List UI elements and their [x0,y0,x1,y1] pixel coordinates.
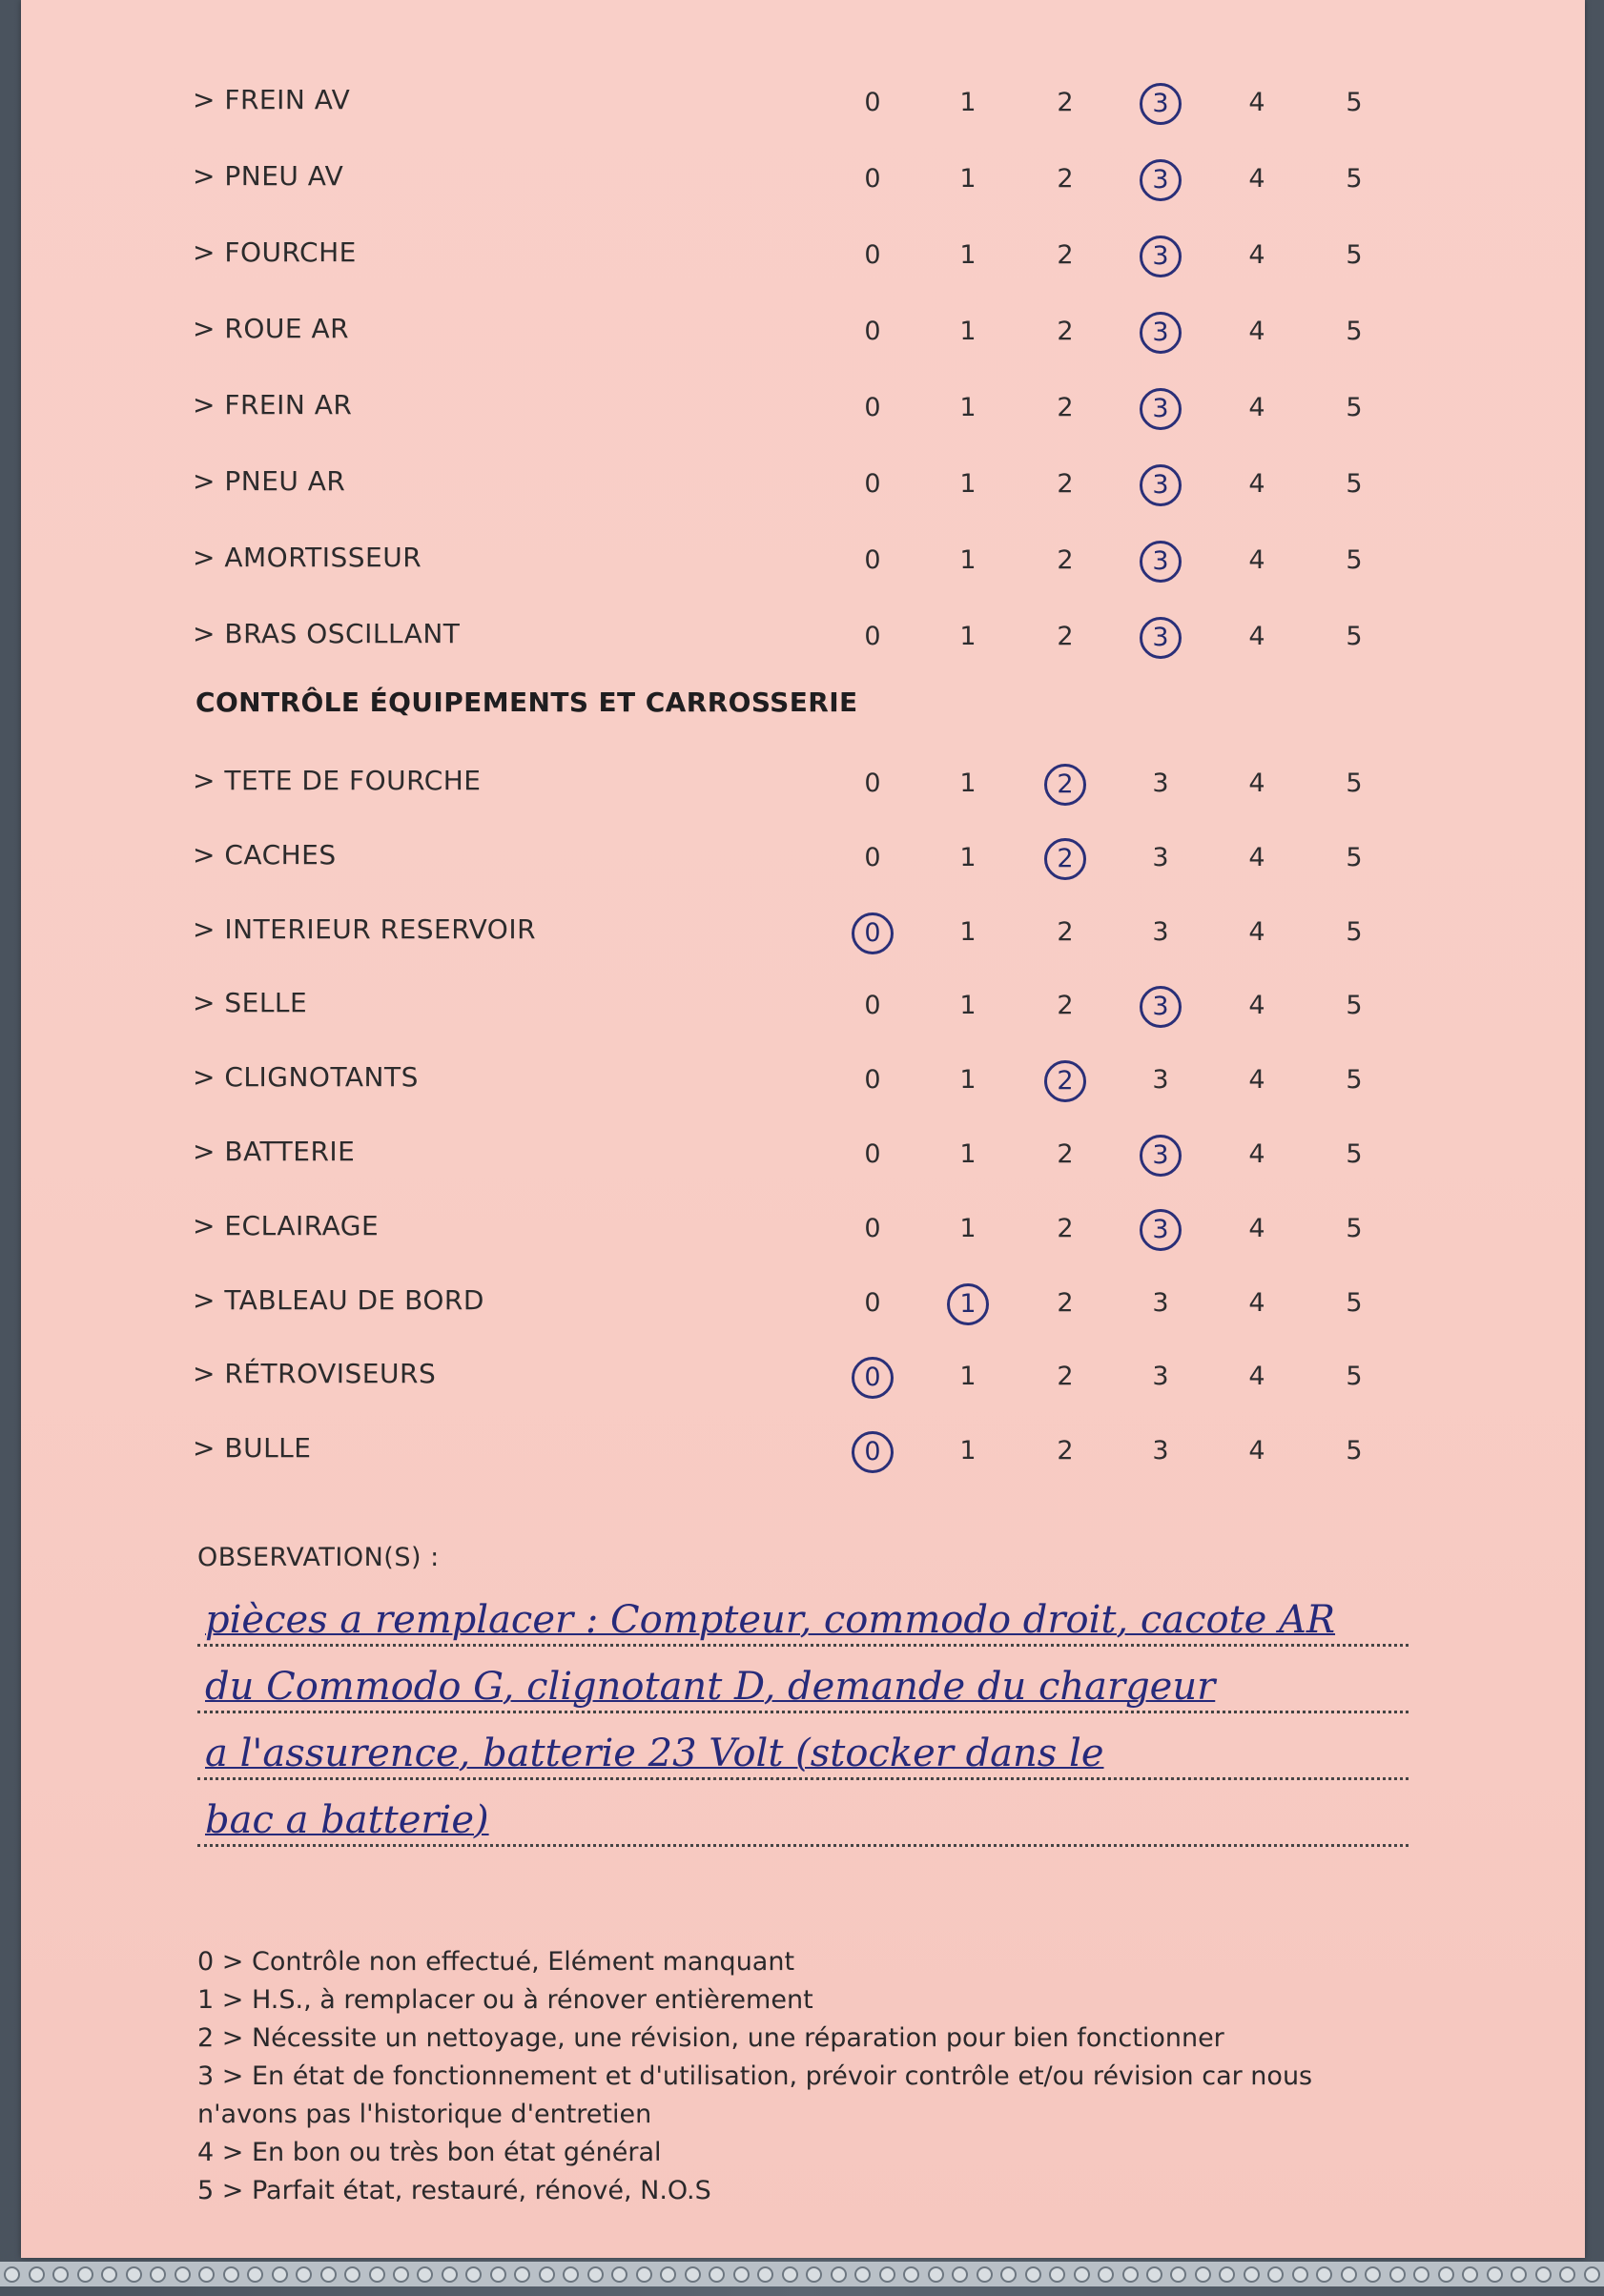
inspection-row [21,1200,1585,1248]
legend-item: 2 > Nécessite un nettoyage, une révision, une réparation pour bien fonctionner [197,2023,1224,2053]
score-option[interactable]: 2 [1057,240,1074,270]
punch-hole [1267,2266,1284,2283]
punch-hole [272,2266,288,2283]
handwritten-note: bac a batterie) [205,1798,489,1842]
punch-hole [1049,2266,1065,2283]
score-option[interactable]: 4 [1248,469,1265,499]
row-label: > PNEU AR [193,465,346,497]
inspection-row [21,1126,1585,1174]
observation-line [197,1583,1409,1647]
punch-hole [1559,2266,1575,2283]
score-option[interactable]: 1 [959,842,977,872]
row-label: > BATTERIE [193,1136,356,1167]
score-option[interactable]: 0 [864,1065,881,1096]
punch-hole [1292,2266,1308,2283]
row-label: > CACHES [193,838,337,871]
sleeve-punch-holes [0,2262,1604,2286]
score-option[interactable]: 4 [1248,164,1265,194]
punch-hole [611,2266,627,2283]
row-label: > AMORTISSEUR [193,542,422,573]
score-option[interactable]: 1 [959,622,977,651]
punch-hole [344,2266,360,2283]
inspection-row [21,151,1585,198]
row-label: > FOURCHE [193,236,357,268]
punch-hole [223,2266,239,2283]
punch-hole [1413,2266,1429,2283]
punch-hole [831,2266,847,2283]
punch-hole [1000,2266,1017,2283]
score-option[interactable]: 2 [1057,469,1074,499]
inspection-row [21,1348,1585,1396]
score-option[interactable]: 4 [1248,1213,1265,1243]
inspection-row [21,608,1585,656]
score-option[interactable]: 0 [864,769,881,798]
punch-hole [417,2266,433,2283]
legend-item: 0 > Contrôle non effectué, Elément manquant [197,1947,795,1977]
score-option[interactable]: 5 [1346,469,1363,499]
punch-hole [685,2266,701,2283]
score-option[interactable]: 0 [864,317,881,346]
punch-hole [660,2266,676,2283]
row-label: > RÉTROVISEURS [193,1358,437,1390]
score-option[interactable]: 4 [1248,393,1265,422]
row-label: > ROUE AR [193,313,350,344]
score-option[interactable]: 1 [959,164,977,194]
score-option[interactable]: 5 [1346,916,1363,947]
punch-hole [1365,2266,1381,2283]
score-option[interactable]: 0 [864,991,881,1021]
punch-hole [1487,2266,1503,2283]
score-option[interactable]: 5 [1346,991,1363,1021]
punch-hole [1244,2266,1260,2283]
score-option[interactable]: 1 [959,1436,977,1466]
score-option[interactable]: 2 [1057,393,1074,422]
score-option[interactable]: 4 [1248,240,1265,270]
score-option[interactable]: 1 [959,545,977,575]
score-option[interactable]: 1 [959,240,977,270]
score-option[interactable]: 2 [1057,916,1074,947]
inspection-row [21,379,1585,427]
score-option[interactable]: 5 [1346,1139,1363,1169]
punch-hole [1025,2266,1041,2283]
inspection-row [21,1423,1585,1470]
score-option[interactable]: 4 [1248,545,1265,575]
score-option[interactable]: 3 [1152,1436,1169,1466]
score-option[interactable]: 5 [1346,240,1363,270]
score-option[interactable]: 0 [864,469,881,499]
inspection-row [21,303,1585,351]
legend-item: 4 > En bon ou très bon état général [197,2138,662,2167]
punch-hole [77,2266,93,2283]
score-option[interactable]: 1 [959,1213,977,1243]
score-option[interactable]: 4 [1248,1139,1265,1169]
punch-hole [854,2266,871,2283]
punch-hole [977,2266,993,2283]
score-option[interactable]: 0 [864,393,881,422]
score-option[interactable]: 2 [1057,88,1074,117]
score-option[interactable]: 5 [1346,545,1363,575]
observation-line [197,1650,1409,1713]
handwritten-note: du Commodo G, clignotant D, demande du chargeur [205,1665,1216,1709]
inspection-row [21,977,1585,1025]
punch-hole [636,2266,652,2283]
score-selected[interactable]: 3 [1140,617,1182,659]
score-selected[interactable]: 0 [852,1357,894,1399]
score-option[interactable]: 5 [1346,1362,1363,1392]
score-option[interactable]: 5 [1346,1065,1363,1096]
score-option[interactable]: 3 [1152,769,1169,798]
score-option[interactable]: 4 [1248,1065,1265,1096]
score-option[interactable]: 2 [1057,1436,1074,1466]
punch-hole [733,2266,750,2283]
row-label: > BRAS OSCILLANT [193,618,461,649]
punch-hole [587,2266,604,2283]
score-option[interactable]: 4 [1248,991,1265,1021]
score-option[interactable]: 5 [1346,1287,1363,1318]
inspection-row [21,755,1585,803]
score-option[interactable]: 0 [864,622,881,651]
handwritten-note: pièces a remplacer : Compteur, commodo droit, cacote AR [205,1598,1336,1642]
score-option[interactable]: 2 [1057,1139,1074,1169]
legend-item: 1 > H.S., à remplacer ou à rénover entièrement [197,1985,813,2015]
score-option[interactable]: 0 [864,842,881,872]
score-selected[interactable]: 3 [1140,83,1182,125]
punch-hole [1074,2266,1090,2283]
inspection-row [21,1275,1585,1322]
section-title: CONTRÔLE ÉQUIPEMENTS ET CARROSSERIE [195,687,858,718]
score-selected[interactable]: 3 [1140,236,1182,277]
score-option[interactable]: 5 [1346,317,1363,346]
score-option[interactable]: 5 [1346,622,1363,651]
punch-hole [1462,2266,1478,2283]
score-option[interactable]: 4 [1248,1436,1265,1466]
punch-hole [757,2266,773,2283]
punch-hole [101,2266,117,2283]
score-option[interactable]: 1 [959,317,977,346]
score-option[interactable]: 1 [959,469,977,499]
punch-hole [1511,2266,1527,2283]
punch-hole [465,2266,482,2283]
score-selected[interactable]: 0 [852,1431,894,1473]
score-option[interactable]: 1 [959,1065,977,1096]
inspection-row [21,1052,1585,1099]
score-option[interactable]: 2 [1057,545,1074,575]
row-label: > FREIN AR [193,389,353,420]
score-option[interactable]: 4 [1248,842,1265,872]
row-label: > TABLEAU DE BORD [193,1283,484,1316]
score-option[interactable]: 2 [1057,1362,1074,1392]
score-selected[interactable]: 3 [1140,986,1182,1028]
score-option[interactable]: 2 [1057,1287,1074,1318]
punch-hole [296,2266,312,2283]
score-option[interactable]: 4 [1248,622,1265,651]
punch-hole [150,2266,166,2283]
score-selected[interactable]: 2 [1044,1060,1086,1102]
score-option[interactable]: 3 [1152,842,1169,872]
score-option[interactable]: 1 [959,88,977,117]
punch-hole [1146,2266,1162,2283]
inspection-row [21,74,1585,122]
punch-hole [514,2266,530,2283]
row-label: > SELLE [193,987,308,1019]
score-option[interactable]: 5 [1346,88,1363,117]
punch-hole [806,2266,822,2283]
punch-hole [1438,2266,1454,2283]
score-option[interactable]: 2 [1057,991,1074,1021]
score-option[interactable]: 5 [1346,1213,1363,1243]
punch-hole [1535,2266,1552,2283]
score-option[interactable]: 5 [1346,842,1363,872]
score-selected[interactable]: 3 [1140,312,1182,354]
punch-hole [1195,2266,1211,2283]
punch-hole [563,2266,579,2283]
punch-hole [320,2266,337,2283]
punch-hole [1389,2266,1406,2283]
punch-hole [126,2266,142,2283]
score-selected[interactable]: 3 [1140,388,1182,430]
inspection-sheet [21,0,1585,2258]
score-option[interactable]: 0 [864,88,881,117]
score-option[interactable]: 0 [864,1287,881,1318]
score-option[interactable]: 5 [1346,393,1363,422]
score-option[interactable]: 2 [1057,317,1074,346]
punch-hole [928,2266,944,2283]
punch-hole [247,2266,263,2283]
legend-item: 5 > Parfait état, restauré, rénové, N.O.S [197,2176,711,2205]
score-option[interactable]: 4 [1248,769,1265,798]
score-option[interactable]: 3 [1152,1362,1169,1392]
punch-hole [4,2266,20,2283]
row-label: > ECLAIRAGE [193,1209,380,1241]
score-option[interactable]: 1 [959,1362,977,1392]
score-option[interactable]: 0 [864,1139,881,1169]
punch-hole [539,2266,555,2283]
punch-hole [709,2266,725,2283]
score-option[interactable]: 3 [1152,1287,1169,1318]
punch-hole [903,2266,919,2283]
score-selected[interactable]: 3 [1140,159,1182,201]
punch-hole [369,2266,385,2283]
inspection-row [21,456,1585,503]
score-option[interactable]: 5 [1346,1436,1363,1466]
score-option[interactable]: 1 [959,916,977,947]
score-selected[interactable]: 3 [1140,464,1182,506]
punch-hole [1122,2266,1139,2283]
punch-hole [1098,2266,1114,2283]
score-selected[interactable]: 3 [1140,541,1182,583]
score-option[interactable]: 5 [1346,164,1363,194]
punch-hole [198,2266,215,2283]
inspection-row [21,830,1585,877]
score-option[interactable]: 0 [864,1213,881,1243]
score-option[interactable]: 1 [959,991,977,1021]
row-label: > FREIN AV [193,84,351,115]
score-option[interactable]: 3 [1152,916,1169,947]
punch-hole [393,2266,409,2283]
legend [197,1943,1399,2210]
row-label: > PNEU AV [193,160,344,192]
score-option[interactable]: 2 [1057,164,1074,194]
row-label: > BULLE [193,1432,312,1465]
punch-hole [782,2266,798,2283]
handwritten-note: a l'assurence, batterie 23 Volt (stocker dans le [205,1732,1104,1775]
score-selected[interactable]: 2 [1044,764,1086,806]
row-label: > CLIGNOTANTS [193,1061,419,1094]
score-selected[interactable]: 0 [852,912,894,954]
score-option[interactable]: 4 [1248,317,1265,346]
inspection-row [21,904,1585,952]
row-label: > INTERIEUR RESERVOIR [193,912,537,945]
score-option[interactable]: 2 [1057,1213,1074,1243]
punch-hole [879,2266,895,2283]
score-option[interactable]: 1 [959,1139,977,1169]
punch-hole [952,2266,968,2283]
observation-line [197,1716,1409,1780]
row-label: > TETE DE FOURCHE [193,765,482,796]
legend-item: 3 > En état de fonctionnement et d'utilisation, prévoir contrôle et/ou révision car nous n'avons pas l'historique d'entretien [197,2061,1313,2129]
punch-hole [29,2266,45,2283]
score-option[interactable]: 1 [959,769,977,798]
punch-hole [1219,2266,1235,2283]
score-selected[interactable]: 1 [947,1283,989,1325]
inspection-row [21,227,1585,275]
punch-hole [1170,2266,1186,2283]
punch-hole [52,2266,69,2283]
punch-hole [490,2266,506,2283]
punch-hole [442,2266,458,2283]
observation-line [197,1783,1409,1847]
score-option[interactable]: 3 [1152,1065,1169,1096]
score-option[interactable]: 4 [1248,916,1265,947]
punch-hole [175,2266,191,2283]
score-option[interactable]: 5 [1346,769,1363,798]
punch-hole [1341,2266,1357,2283]
score-option[interactable]: 4 [1248,1287,1265,1318]
observations-title: OBSERVATION(S) : [197,1543,440,1572]
score-selected[interactable]: 2 [1044,838,1086,880]
score-option[interactable]: 4 [1248,88,1265,117]
score-selected[interactable]: 3 [1140,1135,1182,1177]
score-option[interactable]: 0 [864,240,881,270]
score-option[interactable]: 0 [864,545,881,575]
inspection-row [21,532,1585,580]
score-option[interactable]: 2 [1057,622,1074,651]
punch-hole [1316,2266,1332,2283]
score-option[interactable]: 0 [864,164,881,194]
punch-hole [1584,2266,1600,2283]
score-option[interactable]: 4 [1248,1362,1265,1392]
score-selected[interactable]: 3 [1140,1209,1182,1251]
score-option[interactable]: 1 [959,393,977,422]
